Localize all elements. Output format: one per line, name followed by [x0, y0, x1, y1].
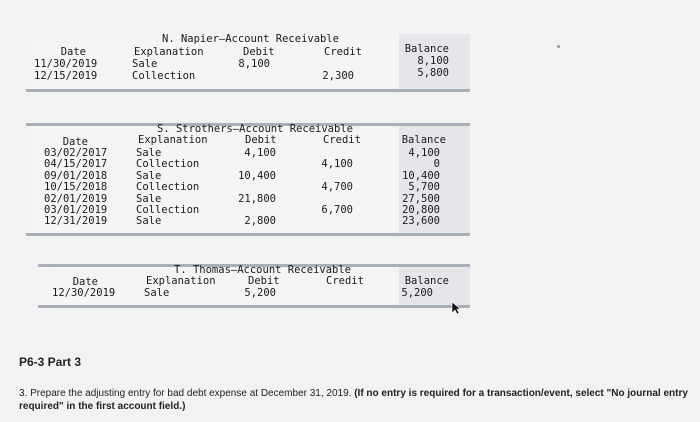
row-balance: 4,100 [408, 147, 440, 159]
header-explanation: Explanation [146, 275, 216, 287]
row-balance: 10,400 [402, 169, 440, 182]
row-date: 12/30/2019 [52, 287, 116, 299]
row-debit: 2,800 [244, 215, 276, 228]
row-credit: 6,700 [321, 204, 353, 216]
row-balance: 5,200 [401, 287, 433, 299]
row-credit: 2,300 [322, 70, 354, 82]
row-date: 11/30/2019 [34, 58, 98, 70]
ledger-bottom-rule [26, 89, 470, 92]
row-debit: 4,100 [244, 147, 276, 159]
row-explanation: Sale [136, 215, 162, 228]
header-date: Date [60, 46, 86, 58]
row-explanation: Collection [136, 181, 200, 194]
part-title: P6-3 Part 3 [19, 355, 82, 369]
header-date: Date [62, 136, 88, 148]
decorative-dot [557, 45, 560, 48]
row-explanation: Collection [132, 70, 196, 82]
header-debit: Debit [248, 275, 280, 287]
row-explanation: Sale [136, 147, 162, 159]
ledger-thomas [38, 264, 470, 308]
row-explanation: Collection [136, 204, 200, 216]
header-debit: Debit [243, 46, 275, 58]
row-credit: 4,700 [321, 181, 353, 194]
row-date: 12/15/2019 [34, 70, 98, 82]
row-date: 02/01/2019 [44, 192, 108, 205]
row-balance: 0 [433, 158, 440, 171]
row-explanation: Sale [132, 58, 158, 70]
row-credit: 4,100 [321, 158, 353, 171]
header-balance: Balance [404, 43, 449, 55]
row-debit: 21,800 [238, 192, 276, 205]
header-credit: Credit [326, 275, 364, 287]
header-credit: Credit [324, 46, 362, 58]
row-explanation: Collection [136, 158, 200, 171]
row-date: 03/01/2019 [44, 204, 108, 216]
row-explanation: Sale [144, 287, 170, 299]
header-debit: Debit [245, 134, 277, 146]
ledger-strothers [26, 123, 470, 236]
header-explanation: Explanation [138, 134, 208, 146]
row-date: 09/01/2018 [44, 169, 108, 182]
question-note: (If no entry is required for a transaction/event, select "No journal entry required" in the first account field.) [19, 388, 688, 412]
ledger-title: T. Thomas—Account Receivable [174, 264, 352, 276]
row-balance: 5,700 [408, 181, 440, 194]
row-explanation: Sale [136, 192, 162, 205]
row-date: 04/15/2017 [44, 158, 108, 171]
row-debit: 8,100 [238, 58, 270, 70]
row-date: 12/31/2019 [44, 215, 108, 228]
row-balance: 8,100 [417, 55, 449, 67]
row-balance: 20,800 [402, 204, 440, 216]
header-date: Date [72, 276, 98, 288]
ledger-bottom-rule [38, 305, 470, 308]
row-date: 03/02/2017 [44, 147, 108, 159]
ledger-napier [26, 32, 470, 92]
header-explanation: Explanation [134, 46, 204, 58]
question-text [19, 387, 689, 413]
row-balance: 23,600 [402, 215, 440, 228]
row-date: 10/15/2018 [44, 181, 108, 194]
row-explanation: Sale [136, 169, 162, 182]
row-debit: 5,200 [244, 287, 276, 299]
row-balance: 5,800 [417, 67, 449, 79]
header-balance: Balance [401, 134, 446, 146]
ledger-title: N. Napier—Account Receivable [162, 33, 340, 45]
header-credit: Credit [323, 134, 361, 146]
ledger-bottom-rule [26, 233, 470, 236]
question-main: 3. Prepare the adjusting entry for bad debt expense at December 31, 2019. [19, 388, 355, 399]
ledger-title: S. Strothers—Account Receivable [157, 123, 353, 135]
mouse-pointer-icon [451, 301, 461, 315]
row-balance: 27,500 [402, 192, 440, 205]
header-balance: Balance [404, 275, 449, 287]
row-debit: 10,400 [238, 169, 276, 182]
